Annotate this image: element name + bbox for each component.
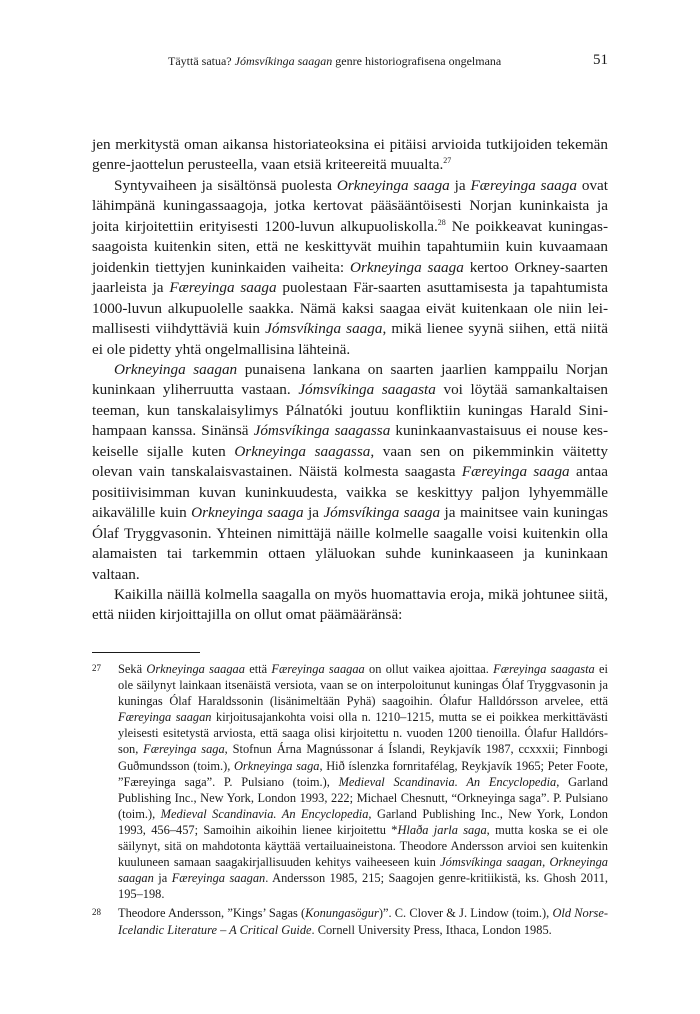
running-title: Täyttä satua? Jómsvíkinga saagan genre historiografisena ongelmana [168, 54, 502, 68]
footnote-ref: 28 [437, 217, 446, 227]
footnote-text: Sekä Orkneyinga saagaa että Færeyinga saagaa on ollut vaikea ajoittaa. Færeyinga saagasta ei ole säilynyt lainkaan itsenäistä versiota, vaan se on interpoloitunut kuningas Ólaf Tryggvasonin ja kuningas Ólaf Haraldssonin (lisänimeltään Pyhä) saagoihin. Ólafur Halldórsson arvelee, että Færeyinga saagan kirjoitusajankohta voisi olla n. 1210–1215, mutta se ei poikkea merkittävästi yleisesti esitetystä arviosta, että saaga olisi kirjoitettu n. vuoden 1200 tienoilla. Ólafur Halldórsson, Færeyinga saga, Stofnun Árna Magnússonar á Íslandi, Reykjavík 1987, ccxxxii; Finnbogi Guðmundsson (toim.), Orkneyinga saga, Hið íslenzka fornritafélag, Reykjavík 1965; Peter Foote, ”Færeyinga saga”. P. Pulsiano (toim.), Medieval Scandinavia. An Encyclopedia, Garland Publishing Inc., New York, London 1993, 222; Michael Chesnutt, “Orkneyinga saga”. P. Pulsiano (toim.), Medieval Scandinavia. An Encyclopedia, Garland Publishing Inc., New York, London 1993, 456–457; Samoihin aikoihin lienee kirjoitettu *Hlaða jarla saga, mutta koska se ei ole säilynyt, sitä on mahdotonta käyttää vertailuaineistona. Theodore Andersson arvioi sen kuitenkin kuuluneen samaan saagakirjallisuuden kehitys vaiheeseen kuin Jómsvíkinga saagan, Orkneyinga saagan ja Færeyinga saagan. Andersson 1985, 215; Saagojen genre-kritiikistä, ks. Ghosh 2011, 195–198. [118, 662, 609, 902]
main-text [92, 135, 608, 626]
paragraph: Syntyvaiheen ja sisältönsä puolesta Orkneyinga saaga ja Færeyinga saaga ovat lähimpänä kuningassaagoja, jotka kertovat pääsääntöisesti Norjan kuninkaista ja joita kirjoitettiin erityisesti 1200-luvun alkupuoliskolla.$^{28}$ Ne poikkeavat kuningassaagoista kuitenkin siten, että ne keskittyvät muihin tapahtumiin kuin kuvaamaan joidenkin tiettyjen kuninkaiden vaiheita: Orkneyinga saaga kertoo Orkney-saarten jaarleista ja Færeyinga saaga puolestaan Fär-saarten asuttamisesta ja tapahtumista 1000-luvun alkupuolelle saakka. Nämä kaksi saagaa eivät kuitenkaan ole niin leimallisesti viihdyttäviä kuin Jómsvíkinga saaga, mikä lienee syynä siihen, että niitä ei ole pidetty yhtä ongelmallisina lähteinä. [92, 176, 609, 358]
paragraph: Orkneyinga saagan punaisena lankana on saarten jaarlien kamppailu Norjan kuninkaan yliherruutta vastaan. Jómsvíkinga saagasta voi löytää samankaltaisen teeman, kun tanskalaisylimys Pálnatóki joutuu konfliktiin kuningas Harald Sinihampaan kanssa. Sinänsä Jómsvíkinga saagassa kuninkaanvastaisuus ei nouse keskeiselle sijalle kuten Orkneyinga saagassa, vaan sen on pikemminkin väitetty olevan vain tanskalaisvastainen. Näistä kolmesta saagasta Færeyinga saaga antaa positiivisimman kuvan kuninkuudesta, vaikka se keskittyy paljon lyhyemmälle aikavälille kuin Orkneyinga saaga ja Jómsvíkinga saaga ja mainitsee vain kuningas Ólaf Tryggvasonin. Yhteinen nimittäjä näille kolmelle saagalle voisi kuitenkin olla alamaisten tai tarkemmin ottaen yläluokan suhde kuninkaaseen ja kuninkaan valtaan. [92, 360, 609, 583]
paragraph: jen merkitystä oman aikansa historiateoksina ei pitäisi arvioida tutkijoiden tekemän genre-jaottelun perusteella, vaan etsiä kriteereitä muualta.$^{27}$ [92, 136, 608, 174]
footnotes [92, 661, 608, 941]
paragraph: Kaikilla näillä kolmella saagalla on myös huomattavia eroja, mikä johtunee siitä, että niiden kirjoittajilla on ollut omat päämääränsä: [92, 585, 608, 624]
footnote-separator [92, 652, 200, 653]
footnote-number: 27 [92, 663, 101, 673]
footnote [92, 661, 608, 902]
footnote-number: 28 [92, 907, 101, 918]
footnote-ref: 27 [443, 156, 452, 166]
footnote-text: Theodore Andersson, ”Kings’ Sagas (Konungasögur)”. C. Clover & J. Lindow (toim.), Old Norse-Icelandic Literature – A Critical Guide. Cornell University Press, Ithaca, London 1985. [118, 906, 609, 937]
page-number: 51 [593, 52, 608, 68]
footnote [92, 905, 608, 937]
